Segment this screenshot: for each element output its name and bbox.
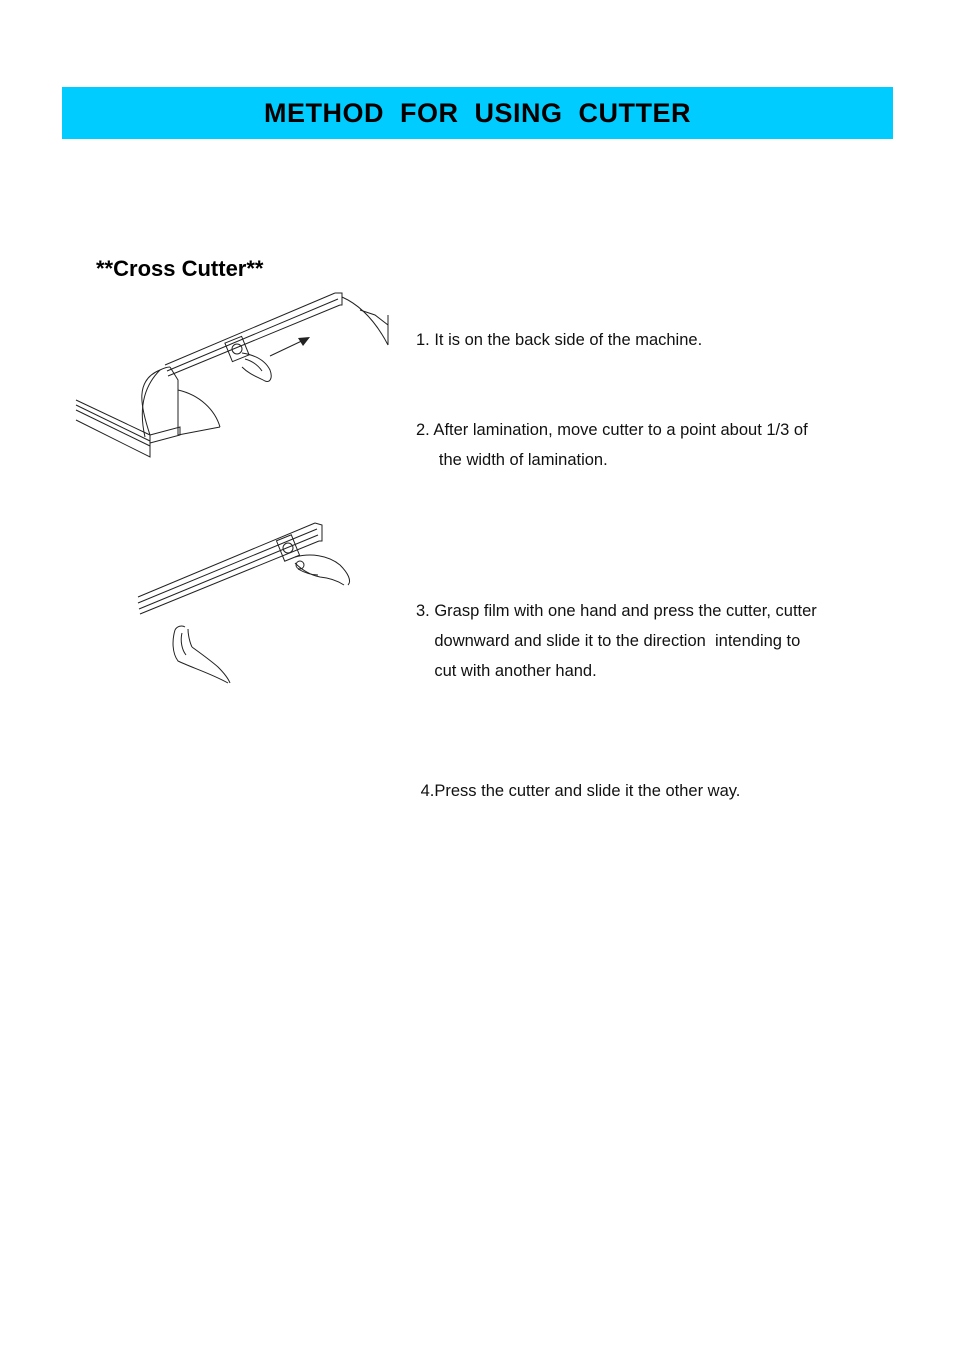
step-3-line-2: downward and slide it to the direction intending to bbox=[416, 632, 801, 650]
step-4-line-1: 4.Press the cutter and slide it the other way. bbox=[416, 782, 741, 800]
cutter-rail-with-hands-illustration bbox=[130, 515, 360, 685]
step-1-line-1: 1. It is on the back side of the machine. bbox=[416, 331, 703, 349]
laminator-with-cross-cutter-illustration bbox=[70, 285, 400, 465]
section-title: **Cross Cutter** bbox=[96, 256, 264, 281]
page-title: METHOD FOR USING CUTTER bbox=[264, 97, 691, 128]
step-2-line-2: the width of lamination. bbox=[416, 451, 608, 469]
page-header-banner bbox=[62, 87, 893, 139]
step-3-line-1: 3. Grasp film with one hand and press the cutter, cutter bbox=[416, 602, 817, 620]
step-4 bbox=[416, 776, 740, 806]
step-3 bbox=[416, 596, 817, 686]
step-3-line-3: cut with another hand. bbox=[416, 662, 597, 680]
step-2 bbox=[416, 415, 808, 475]
step-1 bbox=[416, 325, 702, 355]
step-2-line-1: 2. After lamination, move cutter to a point about 1/3 of bbox=[416, 421, 808, 439]
